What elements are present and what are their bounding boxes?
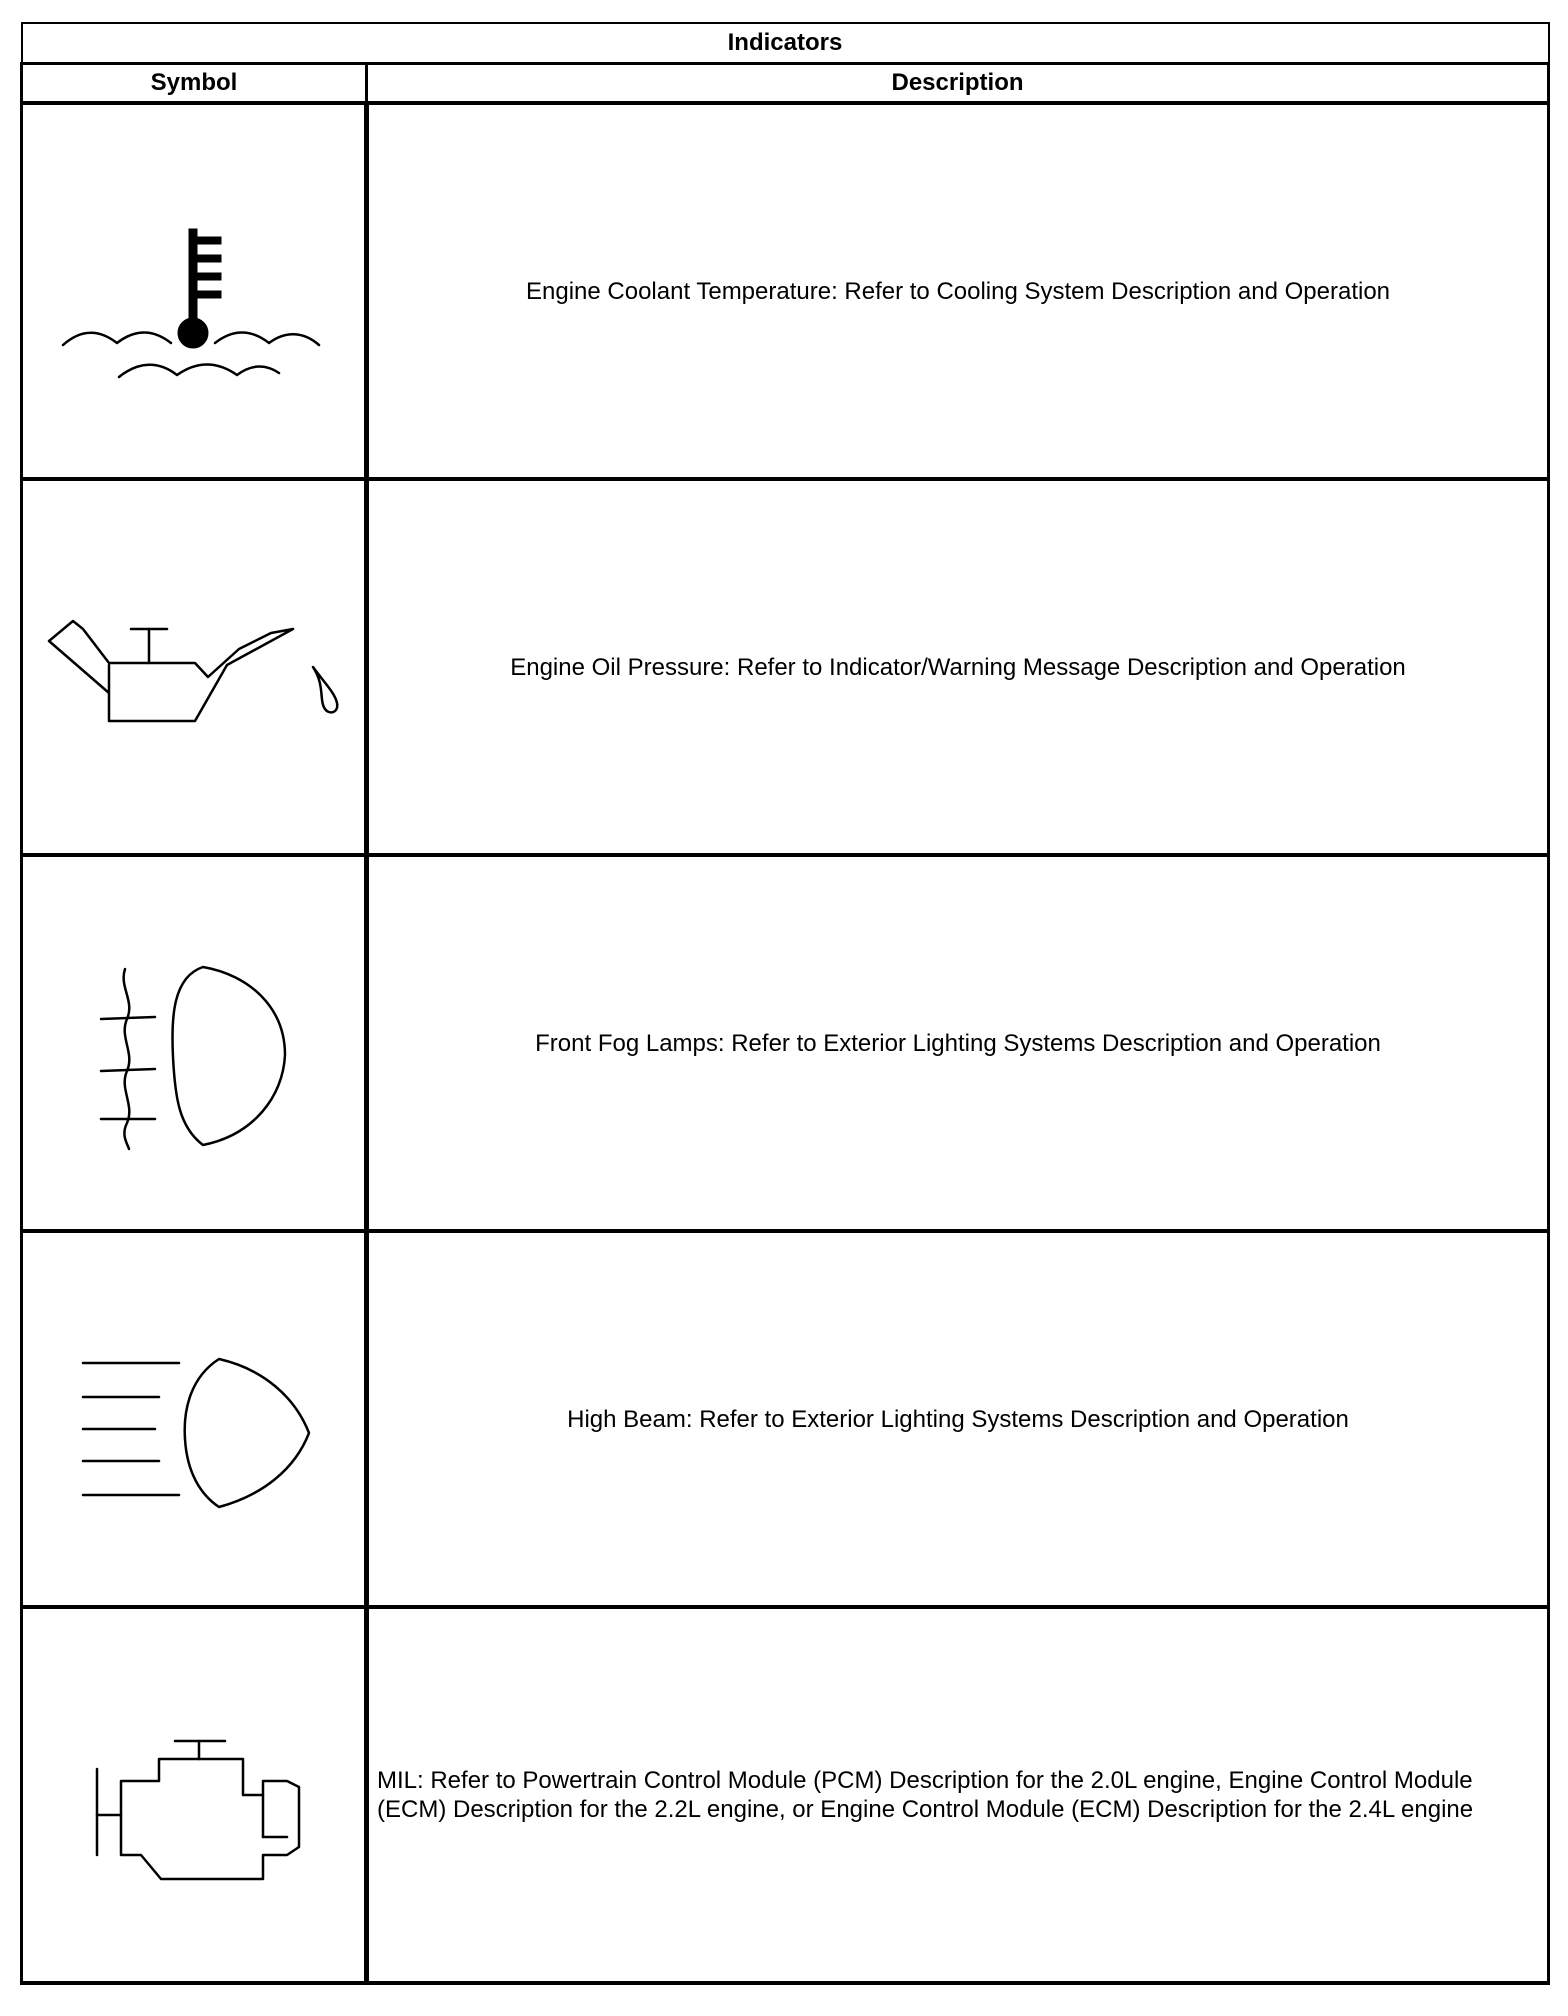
description-text: Engine Oil Pressure: Refer to Indicator/Warning Message Description and Operation [510, 653, 1406, 681]
table-row [22, 855, 1549, 1231]
description-cell [367, 1607, 1549, 1983]
thermometer-tick [189, 291, 221, 298]
light-ray [101, 1069, 155, 1071]
thermometer-tick [189, 255, 221, 262]
thermometer-bulb [178, 318, 208, 348]
malfunction-indicator-engine-icon [23, 1609, 368, 1981]
symbol-cell [22, 103, 367, 479]
fog-wave [124, 969, 130, 1149]
front-fog-lamps-icon [23, 857, 368, 1229]
wave-left [63, 333, 171, 346]
description-text: Front Fog Lamps: Refer to Exterior Lighting Systems Description and Operation [535, 1029, 1381, 1057]
wave-right [215, 333, 319, 346]
thermometer-tick [189, 237, 221, 244]
table-row [22, 1231, 1549, 1607]
light-ray [101, 1017, 155, 1019]
table-title: Indicators [22, 23, 1549, 64]
indicators-table [20, 22, 1550, 1985]
column-header-symbol: Symbol [22, 64, 367, 104]
table-row [22, 103, 1549, 479]
description-cell [367, 855, 1549, 1231]
description-cell [367, 103, 1549, 479]
high-beam-icon [23, 1233, 368, 1605]
beam-lamp-outline [185, 1359, 309, 1507]
description-text: Engine Coolant Temperature: Refer to Cooling System Description and Operation [525, 277, 1391, 305]
lamp-outline [172, 967, 285, 1145]
table-row [22, 1607, 1549, 1983]
wave-bottom [119, 365, 279, 378]
table-row [22, 479, 1549, 855]
description-cell [367, 479, 1549, 855]
oil-can-outline [49, 621, 293, 721]
engine-coolant-temperature-icon [23, 105, 368, 477]
description-text: MIL: Refer to Powertrain Control Module (PCM) Description for the 2.0L engine, Engine Control Module (ECM) Description for the 2.2L engine, or Engine Control Module (ECM) Description for the 2.4L engine [377, 1767, 1474, 1823]
engine-outline [121, 1759, 299, 1879]
symbol-cell [22, 1607, 367, 1983]
symbol-cell [22, 479, 367, 855]
engine-oil-pressure-icon [23, 481, 368, 853]
description-cell [367, 1231, 1549, 1607]
symbol-cell [22, 1231, 367, 1607]
description-text: High Beam: Refer to Exterior Lighting Systems Description and Operation [567, 1405, 1349, 1433]
column-header-description: Description [367, 64, 1549, 104]
oil-drop [313, 667, 337, 712]
table-title-row [22, 23, 1549, 64]
thermometer-tick [189, 273, 221, 280]
symbol-cell [22, 855, 367, 1231]
table-header-row [22, 64, 1549, 104]
